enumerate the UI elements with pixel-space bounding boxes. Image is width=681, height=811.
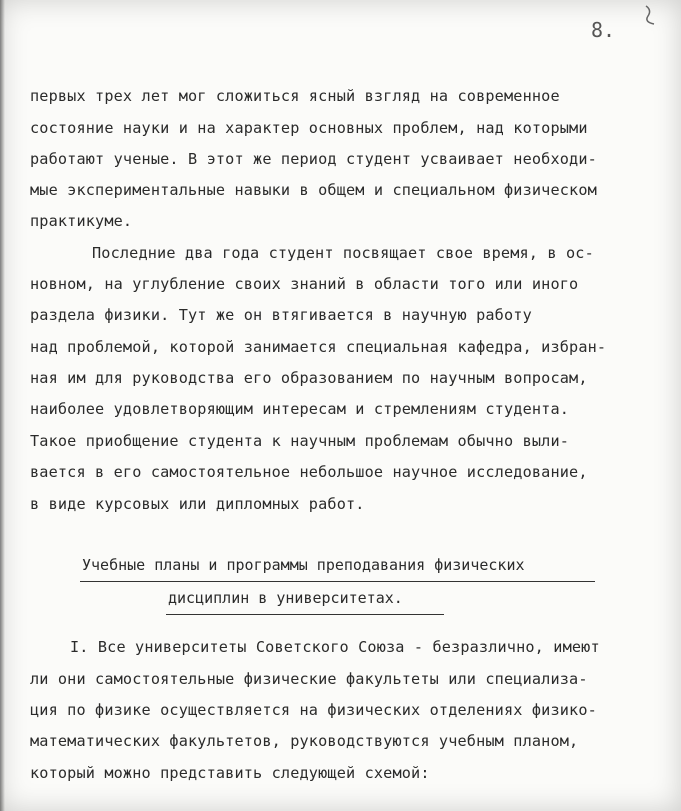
heading-underline [80,581,595,582]
text-line: практикуме. [30,212,133,230]
text-line: раздела физики. Тут же он втягивается в научную работу [30,306,532,324]
text-line: математических факультетов, руководствуются учебным планом, [30,732,579,750]
text-line: ли они самостоятельные физические факультеты или специализа- [30,670,588,688]
pencil-mark-icon [632,4,660,30]
text-line: первых трех лет мог сложиться ясный взгляд на современное [30,87,560,105]
text-line: работают ученые. В этот же период студент усваивает необходи- [30,150,597,168]
text-line: мые экспериментальные навыки в общем и специальном физическом [30,181,597,199]
text-line: который можно представить следующей схемой: [30,764,430,782]
text-line: Такое приобщение студента к научным проблемам обычно выли- [30,432,570,450]
text-line: наиболее удовлетворяющим интересам и стремлениям студента. [30,400,570,418]
text-line: вается в его самостоятельное небольшое научное исследование, [30,463,588,481]
text-line: Последние два года студент посвящает свое время, в ос- [92,244,594,262]
text-line: в виде курсовых или дипломных работ. [30,495,365,513]
section-heading-line-2: дисциплин в университетах. [168,589,403,607]
section-heading-line-1: Учебные планы и программы преподавания физических [82,556,525,574]
text-line: ная им для руководства его образованием по научным вопросам, [30,369,588,387]
text-line: I. Все университеты Советского Союза - безразлично, имеют [70,638,600,656]
text-line: состояние науки и на характер основных проблем, над которыми [30,119,588,137]
text-line: над проблемой, которой занимается специальная кафедра, избран- [30,338,607,356]
heading-underline [166,614,444,615]
page-number: 8. [591,18,616,42]
text-line: новном, на углубление своих знаний в области того или иного [30,275,579,293]
text-line: ция по физике осуществляется на физических отделениях физико- [30,701,597,719]
scan-edge-shadow [0,0,5,811]
